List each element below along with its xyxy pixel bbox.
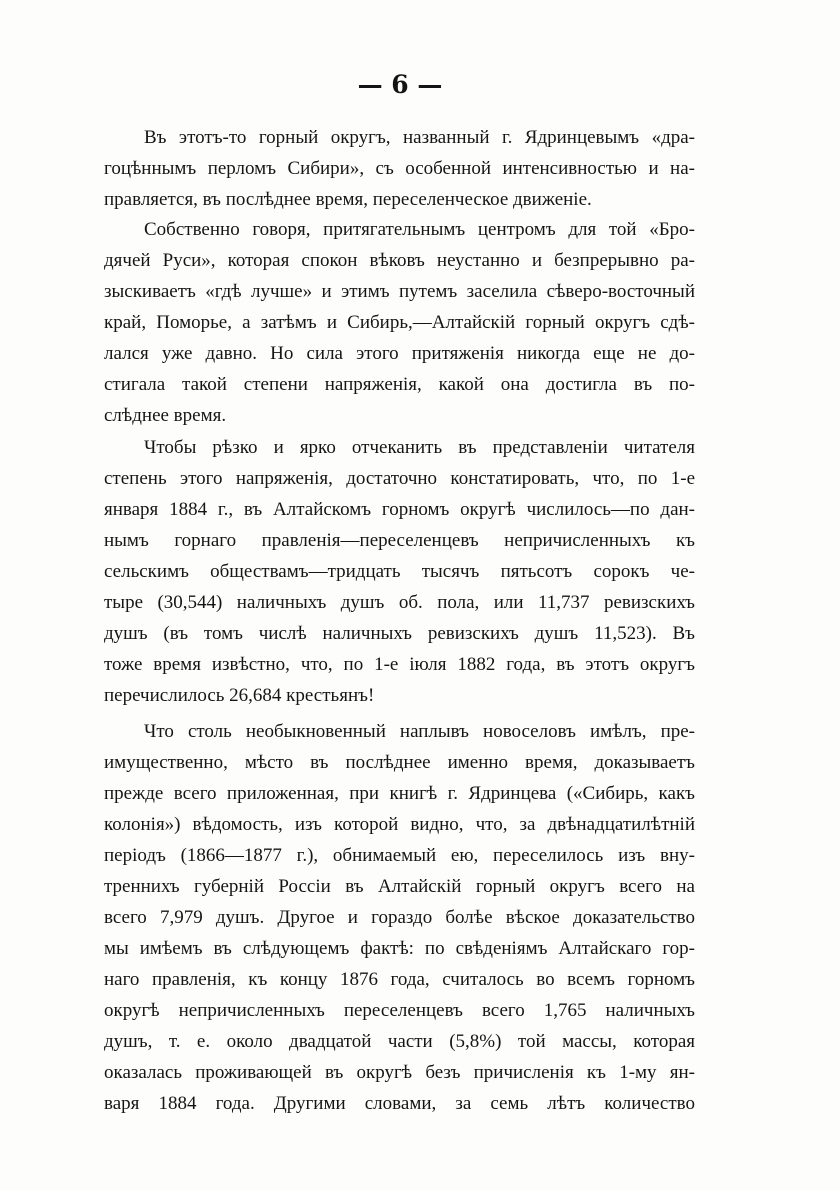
text-line: правляется, въ послѣднее время, переселенческое движенiе. <box>104 189 592 210</box>
text-line: дячей Руси», которая спокон вѣковъ неустанно и безпрерывно ра- <box>104 250 695 271</box>
text-line: степень этого напряженiя, достаточно констатировать, что, по 1-е <box>104 468 695 489</box>
text-line: стигала такой степени напряженiя, какой она достигла въ по- <box>104 374 695 395</box>
text-line: варя 1884 года. Другими словами, за семь лѣтъ количество <box>104 1093 695 1114</box>
text-line: января 1884 г., въ Алтайскомъ горномъ округѣ числилось—по дан- <box>104 499 695 520</box>
paragraph-3 <box>104 432 695 711</box>
text-line: прежде всего приложенная, при книгѣ г. Ядринцева («Сибирь, какъ <box>104 783 695 804</box>
text-line: перечислилось 26,684 крестьянъ! <box>104 685 375 706</box>
text-line: перiодъ (1866—1877 г.), обнимаемый ею, переселилось изъ вну- <box>104 845 695 866</box>
text-line: треннихъ губернiй Россiи въ Алтайскiй горный округъ всего на <box>104 876 695 897</box>
text-line: Собственно говоря, притягательнымъ центромъ для той «Бро- <box>144 219 695 240</box>
text-line: Въ этотъ-то горный округъ, названный г. Ядринцевымъ «дра- <box>144 127 695 148</box>
text-line: имущественно, мѣсто въ послѣднее именно время, доказываетъ <box>104 752 695 773</box>
text-line: колонiя») вѣдомость, изъ которой видно, что, за двѣнадцатилѣтнiй <box>104 814 695 835</box>
text-line: оказалась проживающей въ округѣ безъ причисленiя къ 1-му ян- <box>104 1062 695 1083</box>
text-line: лался уже давно. Но сила этого притяженiя никогда еще не до- <box>104 343 695 364</box>
text-line: гоцѣннымъ перломъ Сибири», съ особенной интенсивностью и на- <box>104 158 695 179</box>
text-line: округѣ непричисленныхъ переселенцевъ всего 1,765 наличныхъ <box>104 1000 695 1021</box>
text-line: наго правленiя, къ концу 1876 года, считалось во всемъ горномъ <box>104 969 695 990</box>
text-line: слѣднее время. <box>104 405 227 426</box>
text-line: край, Поморье, а затѣмъ и Сибирь,—Алтайскiй горный округъ сдѣ- <box>104 312 695 333</box>
text-line: зыскиваетъ «гдѣ лучше» и этимъ путемъ заселила сѣверо-восточный <box>104 281 695 302</box>
text-line: душъ (въ томъ числѣ наличныхъ ревизскихъ душъ 11,523). Въ <box>104 623 695 644</box>
paragraph-1 <box>104 122 695 215</box>
text-line: мы имѣемъ въ слѣдующемъ фактѣ: по свѣденiямъ Алтайскаго гор- <box>104 938 695 959</box>
text-line: душъ, т. е. около двадцатой части (5,8%) той массы, которая <box>104 1031 695 1052</box>
text-line: сельскимъ обществамъ—тридцать тысячъ пятьсотъ сорокъ че- <box>104 561 695 582</box>
text-line: тоже время извѣстно, что, по 1-е iюля 1882 года, въ этотъ округъ <box>104 654 695 675</box>
text-line: всего 7,979 душъ. Другое и гораздо болѣе вѣское доказательство <box>104 907 695 928</box>
paragraph-4 <box>104 716 695 1119</box>
text-line: Что столь необыкновенный наплывъ новоселовъ имѣлъ, пре- <box>144 721 695 742</box>
text-line: нымъ горнаго правленiя—переселенцевъ непричисленныхъ къ <box>104 530 695 551</box>
text-line: Чтобы рѣзко и ярко отчеканить въ представленiи читателя <box>144 437 695 458</box>
page-number: — 6 — <box>357 70 443 99</box>
paragraph-2 <box>104 214 695 431</box>
text-line: тыре (30,544) наличныхъ душъ об. пола, или 11,737 ревизскихъ <box>104 592 695 613</box>
